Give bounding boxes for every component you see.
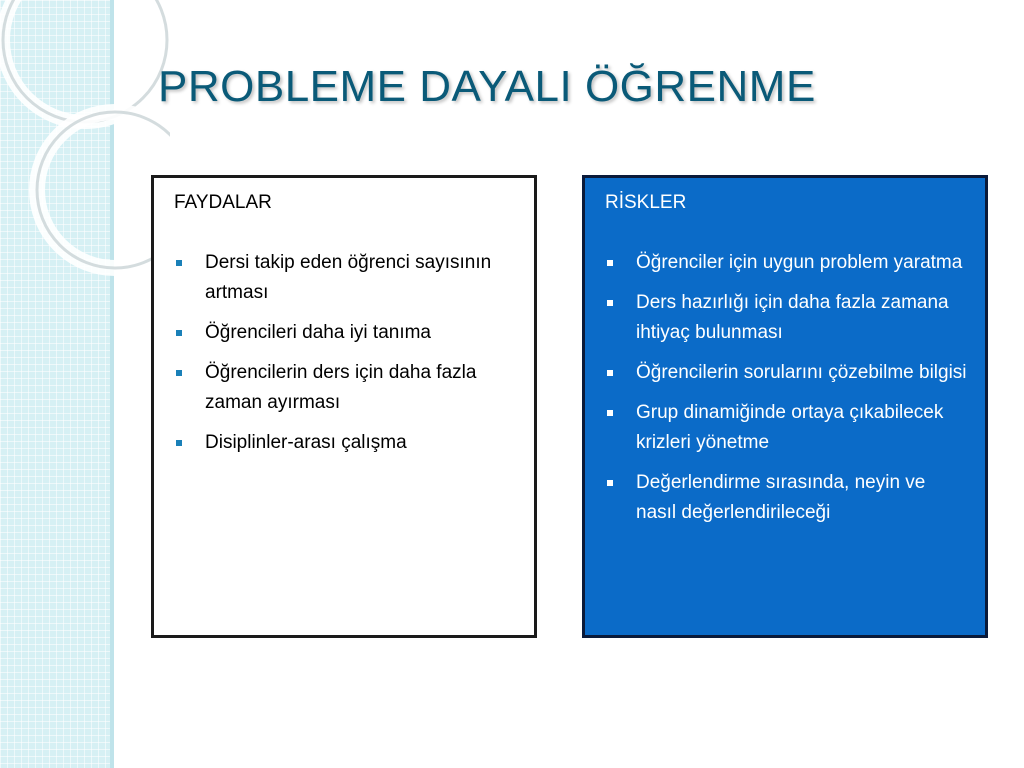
benefits-list xyxy=(172,248,516,458)
risk-item xyxy=(603,288,967,348)
benefit-item xyxy=(172,428,516,458)
risk-text: Öğrenciler için uygun problem yaratma xyxy=(636,252,963,273)
benefits-heading: FAYDALAR xyxy=(174,192,272,213)
risk-text: Öğrencilerin sorularını çözebilme bilgisi xyxy=(636,362,967,383)
risk-item xyxy=(603,398,967,458)
square-bullet-icon xyxy=(607,410,613,416)
square-bullet-icon xyxy=(176,260,182,266)
benefit-text: Öğrencileri daha iyi tanıma xyxy=(205,322,431,343)
risks-list xyxy=(603,248,967,528)
square-bullet-icon xyxy=(176,440,182,446)
square-bullet-icon xyxy=(607,260,613,266)
benefit-item xyxy=(172,248,516,308)
square-bullet-icon xyxy=(607,300,613,306)
benefit-item xyxy=(172,318,516,348)
risk-text: Grup dinamiğinde ortaya çıkabilecek krizleri yönetme xyxy=(636,402,944,453)
risks-heading: RİSKLER xyxy=(605,192,687,213)
risk-item xyxy=(603,248,967,278)
benefit-text: Disiplinler-arası çalışma xyxy=(205,432,407,453)
benefit-text: Öğrencilerin ders için daha fazla zaman ayırması xyxy=(205,362,477,413)
square-bullet-icon xyxy=(176,330,182,336)
risk-item xyxy=(603,358,967,388)
benefit-text: Dersi takip eden öğrenci sayısının artması xyxy=(205,252,492,303)
square-bullet-icon xyxy=(176,370,182,376)
slide-title: PROBLEME DAYALI ÖĞRENME xyxy=(158,62,816,111)
risk-text: Ders hazırlığı için daha fazla zamana ihtiyaç bulunması xyxy=(636,292,949,343)
risks-panel xyxy=(582,175,988,638)
benefit-item xyxy=(172,358,516,418)
risk-item xyxy=(603,468,967,528)
decorative-rings xyxy=(0,0,170,300)
risk-text: Değerlendirme sırasında, neyin ve nasıl değerlendirileceği xyxy=(636,472,926,523)
square-bullet-icon xyxy=(607,370,613,376)
benefits-panel xyxy=(151,175,537,638)
square-bullet-icon xyxy=(607,480,613,486)
